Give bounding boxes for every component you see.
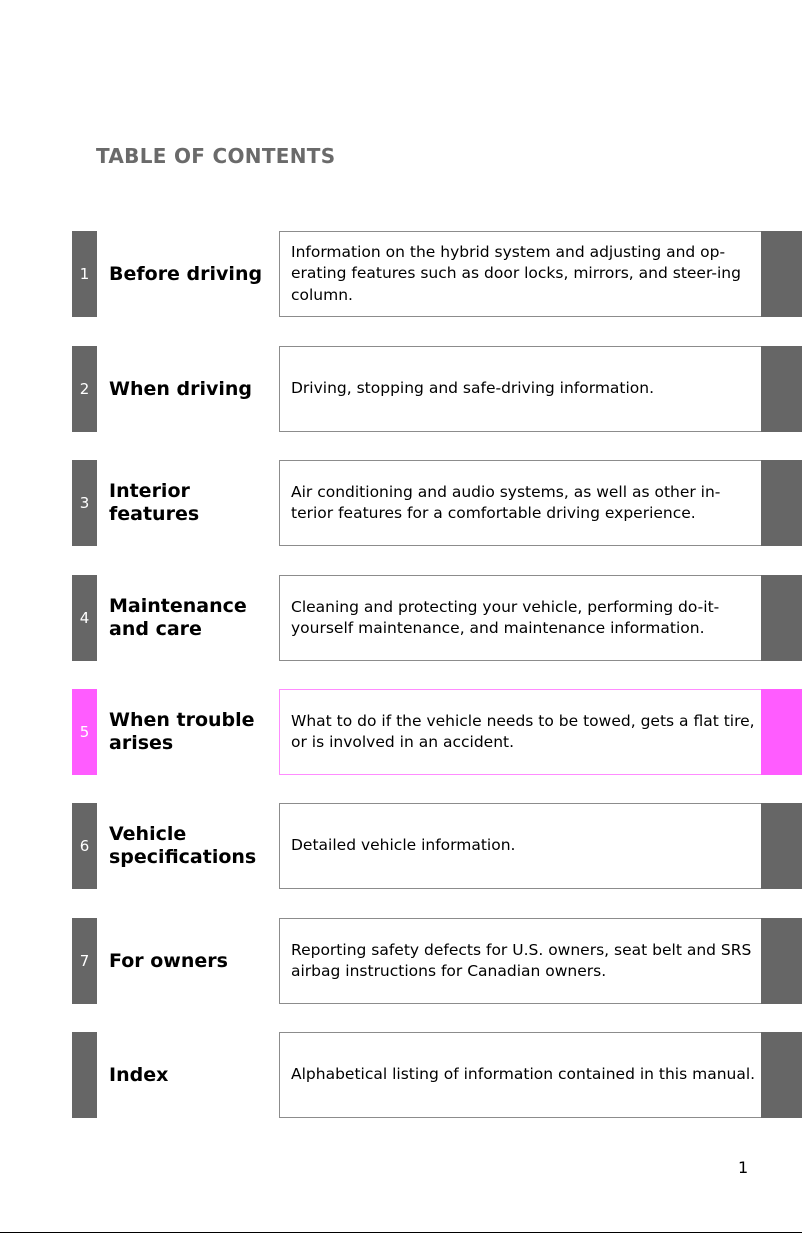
page-title: TABLE OF CONTENTS	[96, 144, 336, 168]
section-title[interactable]: When trouble arises	[109, 709, 255, 754]
section-number-tab[interactable]: 6	[72, 803, 97, 889]
edge-thumb-tab[interactable]	[761, 803, 802, 889]
section-title[interactable]: Interior features	[109, 480, 200, 525]
section-description-box	[279, 803, 762, 889]
section-title[interactable]: When driving	[109, 377, 253, 400]
section-description: Detailed vehicle information.	[291, 836, 516, 855]
section-number-tab[interactable]: 5	[72, 689, 97, 775]
toc-row-index[interactable]	[0, 1032, 802, 1118]
page-number: 1	[738, 1158, 749, 1177]
section-title[interactable]: Index	[109, 1063, 169, 1086]
bottom-divider	[0, 1232, 802, 1233]
section-description: Information on the hybrid system and adjusting and op-erating features such as door locks, mirrors, and steer-ing column.	[291, 242, 741, 304]
section-description-box	[279, 689, 762, 775]
toc-row-for-owners[interactable]	[0, 918, 802, 1004]
toc-row-when-driving[interactable]	[0, 346, 802, 432]
toc-row-maintenance-and-care[interactable]	[0, 575, 802, 661]
section-title[interactable]: Vehicle specifications	[109, 823, 257, 868]
section-description: Alphabetical listing of information contained in this manual.	[291, 1065, 756, 1084]
section-description: Reporting safety defects for U.S. owners, seat belt and SRS airbag instructions for Canadian owners.	[291, 940, 752, 980]
toc-row-when-trouble-arises[interactable]	[0, 689, 802, 775]
edge-thumb-tab[interactable]	[761, 575, 802, 661]
section-number-tab[interactable]: 4	[72, 575, 97, 661]
section-description-box	[279, 346, 762, 432]
toc-row-interior-features[interactable]	[0, 460, 802, 546]
section-description: Air conditioning and audio systems, as well as other in-terior features for a comfortable driving experience.	[291, 482, 721, 522]
section-description: What to do if the vehicle needs to be towed, gets a flat tire, or is involved in an accident.	[291, 711, 755, 751]
edge-thumb-tab[interactable]	[761, 689, 802, 775]
section-description-box	[279, 575, 762, 661]
section-number-tab[interactable]: 1	[72, 231, 97, 317]
edge-thumb-tab[interactable]	[761, 460, 802, 546]
section-number-tab[interactable]	[72, 1032, 97, 1118]
section-description: Cleaning and protecting your vehicle, performing do-it-yourself maintenance, and maintenance information.	[291, 597, 720, 637]
edge-thumb-tab[interactable]	[761, 1032, 802, 1118]
toc-row-vehicle-specifications[interactable]	[0, 803, 802, 889]
edge-thumb-tab[interactable]	[761, 918, 802, 1004]
section-title[interactable]: For owners	[109, 949, 228, 972]
section-description-box	[279, 918, 762, 1004]
section-number-tab[interactable]: 7	[72, 918, 97, 1004]
section-title[interactable]: Before driving	[109, 262, 263, 285]
section-title[interactable]: Maintenance and care	[109, 595, 247, 640]
edge-thumb-tab[interactable]	[761, 346, 802, 432]
section-description-box	[279, 231, 762, 317]
section-description: Driving, stopping and safe-driving information.	[291, 379, 655, 398]
section-number-tab[interactable]: 3	[72, 460, 97, 546]
section-number-tab[interactable]: 2	[72, 346, 97, 432]
toc-row-before-driving[interactable]	[0, 231, 802, 317]
edge-thumb-tab[interactable]	[761, 231, 802, 317]
section-description-box	[279, 460, 762, 546]
section-description-box	[279, 1032, 762, 1118]
